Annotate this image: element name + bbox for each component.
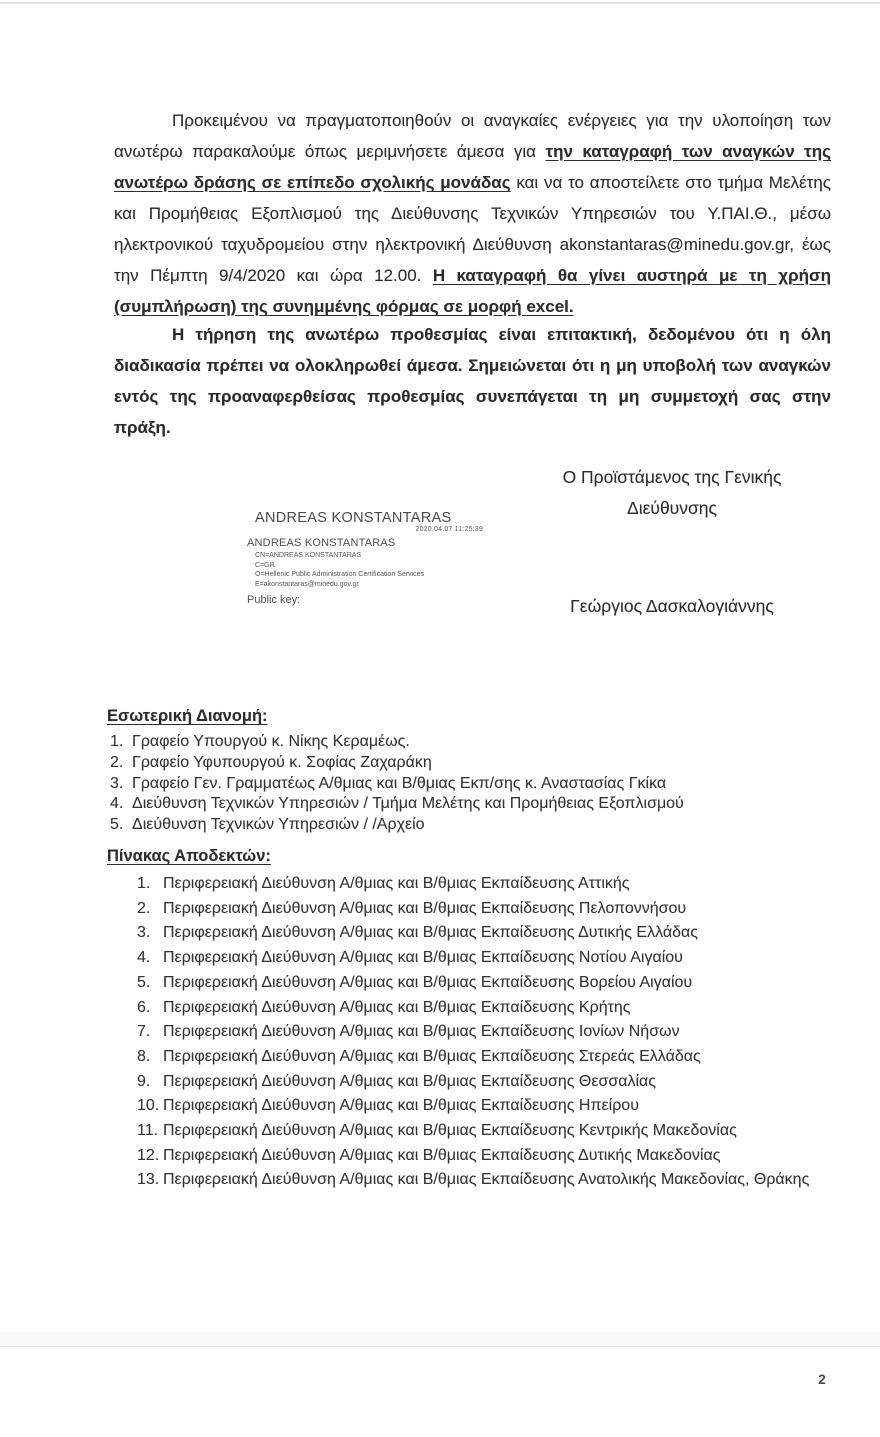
list-item-number: 2.: [110, 753, 124, 771]
digital-signature-name-large: ANDREAS KONSTANTARAS: [255, 510, 452, 526]
list-item: [107, 971, 847, 996]
closing-title-block: [536, 462, 808, 524]
paragraph1-underlined-phrase-1: την καταγραφή των αναγκών της ανωτέρω δράσης σε επίπεδο σχολικής μονάδας: [114, 142, 831, 192]
list-item: [107, 1070, 847, 1095]
list-item-number: 7.: [137, 1023, 151, 1041]
list-item-text: Περιφερειακή Διεύθυνση Α/θμιας και Β/θμιας Εκπαίδευσης Κεντρικής Μακεδονίας: [163, 1122, 737, 1140]
list-item-number: 3.: [110, 774, 124, 792]
list-item-text: Περιφερειακή Διεύθυνση Α/θμιας και Β/θμιας Εκπαίδευσης Δυτικής Μακεδονίας: [163, 1146, 721, 1164]
closing-title-line-2: Διεύθυνσης: [627, 498, 717, 518]
list-item-number: 5.: [137, 973, 151, 991]
digital-signature-certificate-details: [255, 551, 492, 589]
recipients-list: [107, 872, 847, 1193]
body-paragraph-2: Η τήρηση της ανωτέρω προθεσμίας είναι επιτακτική, δεδομένου ότι η όλη διαδικασία πρέπει να ολοκληρωθεί άμεσα. Σημειώνεται ότι η μη υποβολή των αναγκών εντός της προαναφερθείσας προθεσμίας συνεπάγεται τη μη συμμετοχή σας στην πράξη.: [114, 325, 831, 437]
recipients-section: [107, 847, 847, 1193]
list-item-number: 3.: [137, 924, 151, 942]
list-item-number: 8.: [137, 1047, 151, 1065]
list-item: [107, 1168, 847, 1193]
digital-signature-block: [247, 510, 492, 606]
paragraph1-underlined-phrase-2: Η καταγραφή θα γίνει αυστηρά με τη χρήση (συμπλήρωση) της συνημμένης φόρμας σε μορφή excel.: [114, 266, 831, 316]
list-item-number: 2.: [137, 899, 151, 917]
signer-name: Γεώργιος Δασκαλογιάννης: [570, 596, 774, 616]
list-item-text: Περιφερειακή Διεύθυνση Α/θμιας και Β/θμιας Εκπαίδευσης Πελοποννήσου: [163, 899, 687, 917]
list-item-text: Περιφερειακή Διεύθυνση Α/θμιας και Β/θμιας Εκπαίδευσης Ηπείρου: [163, 1097, 639, 1115]
page-top-edge: [0, 2, 880, 4]
list-item-text: Γραφείο Γεν. Γραμματέως Α/θμιας και Β/θμιας Εκπ/σης κ. Αναστασίας Γκίκα: [132, 774, 667, 792]
list-item-text: Περιφερειακή Διεύθυνση Α/θμιας και Β/θμιας Εκπαίδευσης Δυτικής Ελλάδας: [163, 924, 698, 942]
list-item-number: 10.: [137, 1097, 160, 1115]
certificate-organization: O=Hellenic Public Administration Certification Services: [255, 571, 425, 578]
digital-signature-timestamp: 2020.04.07 11:25:39: [415, 526, 483, 533]
list-item-text: Περιφερειακή Διεύθυνση Α/θμιας και Β/θμιας Εκπαίδευσης Νοτίου Αιγαίου: [163, 949, 683, 967]
recipients-heading: Πίνακας Αποδεκτών:: [107, 847, 271, 865]
page-bottom-edge: [0, 1346, 880, 1347]
list-item-number: 6.: [137, 998, 151, 1016]
list-item-number: 13.: [137, 1171, 160, 1189]
public-key-label: Public key:: [247, 594, 301, 606]
list-item: [107, 1094, 847, 1119]
internal-distribution-section: [107, 707, 847, 836]
list-item-text: Περιφερειακή Διεύθυνση Α/θμιας και Β/θμιας Εκπαίδευσης Ανατολικής Μακεδονίας, Θράκης: [163, 1171, 810, 1189]
list-item-text: Περιφερειακή Διεύθυνση Α/θμιας και Β/θμιας Εκπαίδευσης Στερεάς Ελλάδας: [163, 1047, 701, 1065]
list-item-text: Περιφερειακή Διεύθυνση Α/θμιας και Β/θμιας Εκπαίδευσης Ιονίων Νήσων: [163, 1023, 680, 1041]
body-paragraph-1: [114, 105, 831, 322]
list-item: [107, 946, 847, 971]
paragraph1-text: και να το αποστείλετε στο τμήμα Μελέτης και Προμήθειας Εξοπλισμού της Διεύθυνσης Τεχνικών Υπηρεσιών του Υ.ΠΑΙ.Θ., μέσω ηλεκτρονικού ταχυδρομείου στην ηλεκτρονική Διεύθυνση akonstantaras@minedu.gov.gr, έως την Πέμπτη 9/4/2020 και ώρα 12.00.: [114, 173, 831, 285]
internal-distribution-list: [107, 732, 847, 836]
list-item-text: Περιφερειακή Διεύθυνση Α/θμιας και Β/θμιας Εκπαίδευσης Κρήτης: [163, 998, 631, 1016]
list-item-number: 11.: [137, 1122, 159, 1140]
certificate-email: E=akonstantaras@minedu.gov.gr: [255, 580, 359, 588]
list-item-text: Γραφείο Υφυπουργού κ. Σοφίας Ζαχαράκη: [132, 753, 432, 771]
list-item: [107, 774, 847, 795]
list-item: [107, 753, 847, 774]
list-item-number: 5.: [110, 816, 124, 834]
page-number: 2: [818, 1372, 826, 1387]
list-item-number: 1.: [110, 733, 124, 750]
list-item-text: Διεύθυνση Τεχνικών Υπηρεσιών / /Αρχείο: [132, 816, 425, 834]
list-item-text: Περιφερειακή Διεύθυνση Α/θμιας και Β/θμιας Εκπαίδευσης Βορείου Αιγαίου: [163, 973, 693, 991]
certificate-country: C=GR: [255, 561, 275, 569]
list-item-number: 4.: [137, 949, 151, 967]
list-item: [107, 794, 847, 815]
list-item: [107, 872, 847, 897]
list-item-number: 4.: [110, 795, 124, 813]
list-item-text: Περιφερειακή Διεύθυνση Α/θμιας και Β/θμιας Εκπαίδευσης Αττικής: [163, 875, 630, 892]
scan-shade: [0, 1332, 880, 1346]
list-item: [107, 1119, 847, 1144]
certificate-cn: CN=ANDREAS KONSTANTARAS: [255, 552, 362, 559]
list-item: [107, 732, 847, 753]
list-item: [107, 815, 847, 836]
list-item: [107, 897, 847, 922]
list-item: [107, 1144, 847, 1169]
list-item-number: 12.: [137, 1146, 160, 1164]
list-item-text: Περιφερειακή Διεύθυνση Α/θμιας και Β/θμιας Εκπαίδευσης Θεσσαλίας: [163, 1072, 657, 1090]
internal-distribution-heading: Εσωτερική Διανομή:: [107, 707, 268, 725]
list-item: [107, 921, 847, 946]
list-item-number: 1.: [137, 875, 151, 892]
list-item: [107, 996, 847, 1021]
closing-title-line-1: Ο Προϊστάμενος της Γενικής: [562, 467, 782, 487]
list-item-text: Γραφείο Υπουργού κ. Νίκης Κεραμέως.: [132, 733, 410, 750]
list-item: [107, 1045, 847, 1070]
list-item: [107, 1020, 847, 1045]
paragraph1-text: Προκειμένου να πραγματοποιηθούν οι αναγκαίες ενέργειες για την υλοποίηση των ανωτέρω παρακαλούμε όπως μεριμνήσετε άμεσα για: [114, 111, 831, 161]
list-item-number: 9.: [137, 1072, 151, 1090]
list-item-text: Διεύθυνση Τεχνικών Υπηρεσιών / Τμήμα Μελέτης και Προμήθειας Εξοπλισμού: [132, 795, 684, 813]
digital-signature-name-small: ANDREAS KONSTANTARAS: [247, 537, 396, 549]
